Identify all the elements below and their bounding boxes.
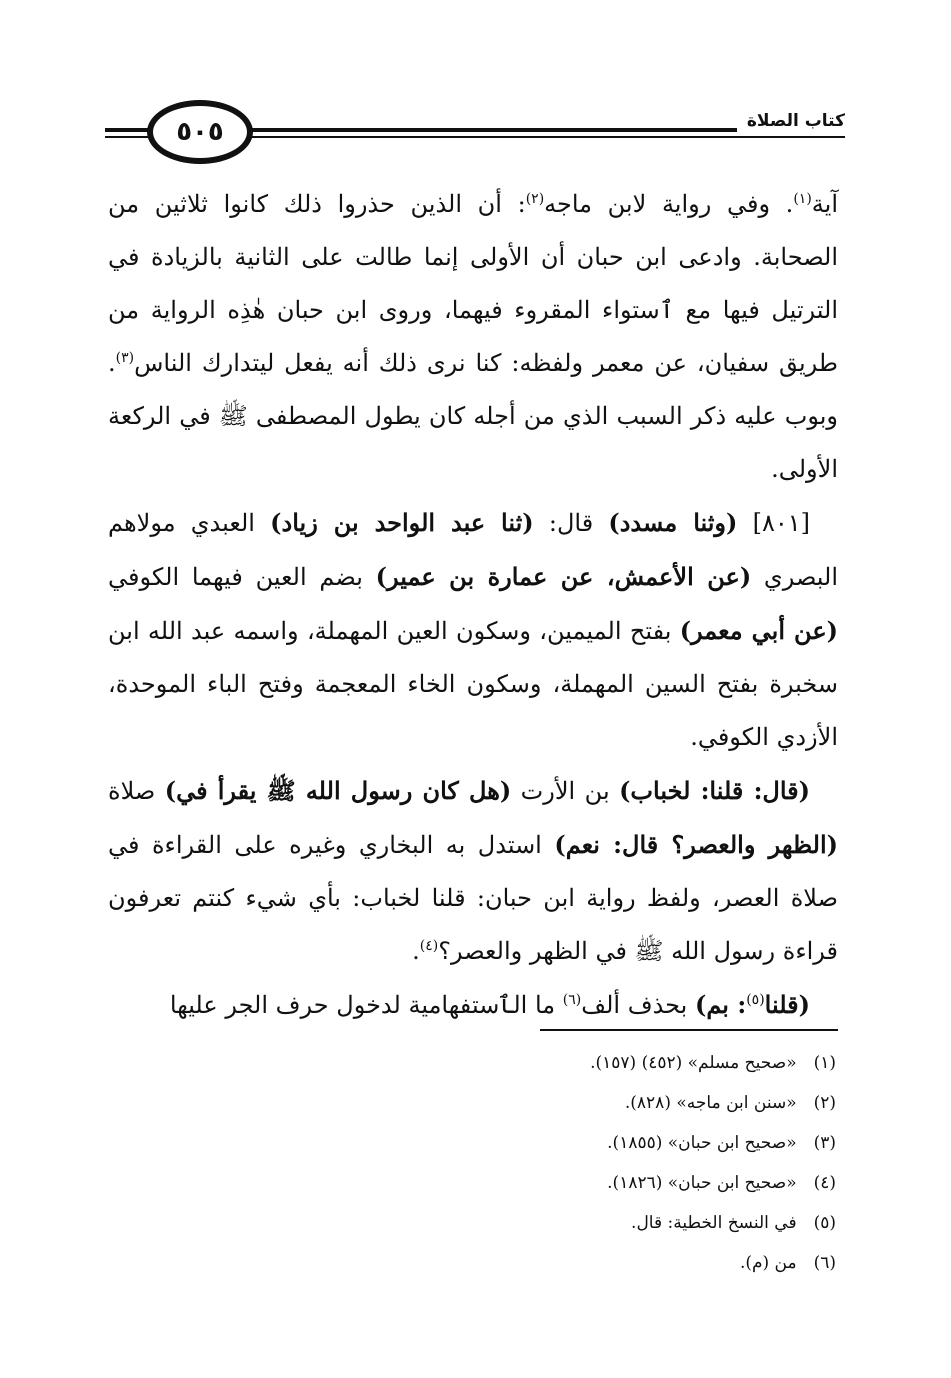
footnote-ref[interactable]: (٦) [562, 992, 582, 1008]
text-run: بفتح الميمين، وسكون العين المهملة، واسمه عبد الله ابن سخبرة بفتح السين المهملة، وسكون الخاء المعجمة وفتح الباء الموحدة، الأزدي الكوفي. [108, 617, 838, 751]
matn-bold: (عن الأعمش، عن عمارة بن عمير) [375, 562, 752, 591]
footnote-number: (٢) [813, 1093, 836, 1113]
footnote-text: «صحيح ابن حبان» (١٨٥٥). [607, 1133, 797, 1153]
hadith-number: [٨٠١] [737, 509, 810, 537]
matn-bold: (الظهر والعصر؟ قال: نعم) [554, 830, 838, 859]
footnote-item [276, 1123, 836, 1163]
text-run: آية [811, 190, 838, 218]
matn-bold: (ثنا عبد الواحد بن زياد) [270, 508, 534, 537]
footnotes [276, 1043, 836, 1283]
running-header [105, 100, 845, 175]
footnote-text: من (م). [739, 1253, 797, 1273]
footnote-ref[interactable]: (٥) [746, 992, 765, 1008]
footnote-number: (٣) [813, 1133, 836, 1153]
footnote-item [276, 1203, 836, 1243]
text-run: بحذف ألف [581, 991, 695, 1019]
footnote-text: في النسخ الخطية: قال. [631, 1213, 797, 1233]
text-run: ما الٱستفهامية لدخول حرف الجر عليها [169, 991, 563, 1019]
text-run: . وفي رواية لابن ماجه [544, 190, 794, 218]
paragraph-2 [108, 496, 838, 764]
text-run: بن الأرت [511, 777, 620, 805]
footnote-text: «صحيح ابن حبان» (١٨٢٦). [607, 1173, 797, 1193]
text-run: استدل به البخاري وغيره على القراءة في صلاة العصر، ولفظ رواية ابن حبان: قلنا لخباب: بأي شيء كنتم تعرفون قراءة رسول الله ﷺ في الظهر والعصر؟ [108, 831, 838, 965]
chapter-title: كتاب الصلاة [737, 108, 845, 134]
footnote-text: «صحيح مسلم» (٤٥٢) (١٥٧). [590, 1053, 797, 1073]
text-run: بضم العين فيهما الكوفي [108, 563, 376, 591]
footnote-separator [540, 1029, 838, 1031]
matn-bold: (عن أبي معمر) [679, 616, 838, 645]
text-run: : أن الذين حذروا ذلك كانوا ثلاثين من الصحابة. وادعى ابن حبان أن الأولى إنما طالت على الثانية بالزيادة في الترتيل فيها مع ٱستواء المقروء فيهما، وروى ابن حبان هٰذِه الرواية من طريق سفيان، عن معمر ولفظه: كنا نرى ذلك أنه يفعل ليتدارك الناس [108, 190, 838, 377]
matn-bold: (قال: قلنا: لخباب) [619, 776, 811, 805]
footnote-item [276, 1243, 836, 1283]
matn-bold: (قلنا [764, 990, 810, 1019]
text-run: . وبوب عليه ذكر السبب الذي من أجله كان يطول المصطفى ﷺ في الركعة الأولى. [108, 349, 838, 483]
main-text [108, 178, 838, 1032]
footnote-ref[interactable]: (٤) [419, 938, 439, 954]
footnote-item [276, 1043, 836, 1083]
text-run: صلاة [108, 777, 165, 805]
paragraph-1 [108, 178, 838, 496]
footnote-number: (١) [813, 1053, 836, 1073]
footnote-number: (٥) [813, 1213, 836, 1233]
paragraph-3 [108, 764, 838, 978]
footnote-item [276, 1163, 836, 1203]
footnote-ref[interactable]: (٣) [115, 350, 135, 366]
footnote-text: «سنن ابن ماجه» (٨٢٨). [624, 1093, 797, 1113]
footnote-number: (٦) [813, 1253, 836, 1273]
matn-bold: : بم) [694, 990, 747, 1019]
footnote-item [276, 1083, 836, 1123]
matn-bold: (وثنا مسدد) [608, 508, 738, 537]
text-run: . [412, 937, 420, 965]
paragraph-4 [108, 978, 838, 1032]
matn-bold: (هل كان رسول الله ﷺ يقرأ في) [164, 776, 512, 805]
footnote-ref[interactable]: (٢) [525, 191, 545, 207]
text-run: قال: [533, 509, 609, 537]
footnote-ref[interactable]: (١) [793, 191, 812, 207]
page-number: ٥٠٥ [147, 100, 253, 164]
text-run: العبدي مولاهم البصري [108, 509, 838, 591]
footnote-number: (٤) [813, 1173, 836, 1193]
